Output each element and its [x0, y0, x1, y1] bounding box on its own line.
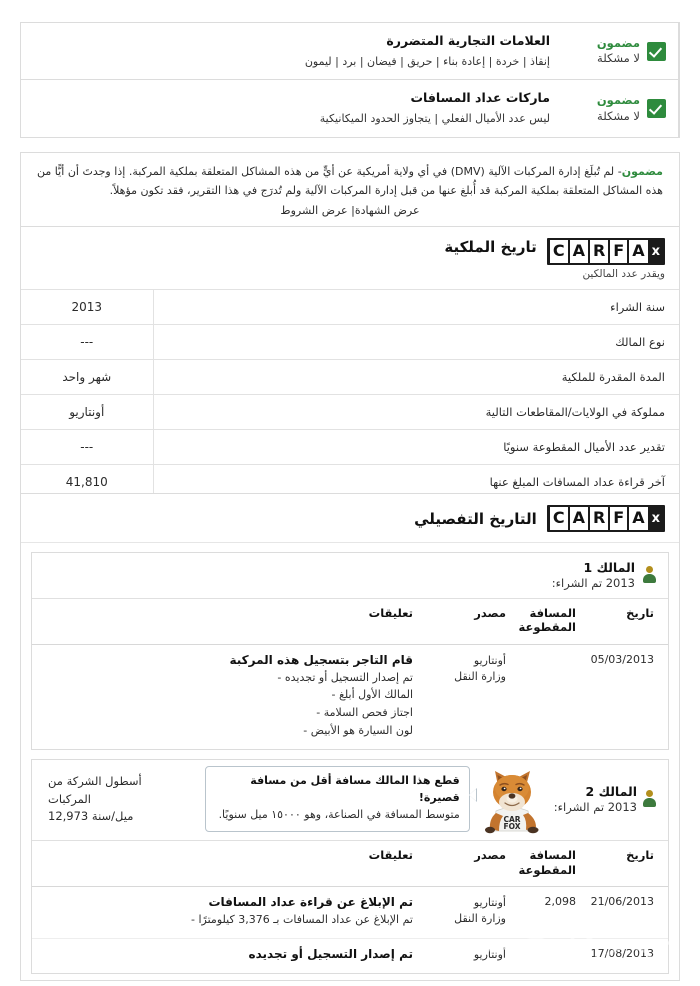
table-row — [21, 430, 679, 465]
fleet-line-1: أسطول الشركة من — [48, 774, 142, 789]
green-check-icon — [647, 99, 666, 118]
logo-letter-c: C — [550, 240, 568, 263]
column-header-comments: تعليقات — [32, 841, 413, 887]
column-header-comments: تعليقات — [32, 599, 413, 645]
row-label: المدة المقدرة للملكية — [561, 370, 665, 384]
comment-title: تم الإبلاغ عن قراءة عداد المسافات — [208, 894, 413, 909]
green-check-icon — [647, 42, 666, 61]
status-sub-label: لا مشكلة — [597, 51, 640, 66]
logo-letter-a2: A — [629, 507, 647, 530]
fox-shirt-line2: FOX — [503, 822, 521, 832]
column-header-source: مصدر — [413, 841, 518, 887]
column-header-mileage: المسافة المقطوعة — [518, 599, 576, 645]
table-header-row — [32, 599, 668, 645]
cell-mileage — [518, 939, 576, 974]
row-label: تقدير عدد الأميال المقطوعة سنويًا — [503, 440, 665, 454]
logo-letter-x: x — [650, 240, 662, 263]
bubble-body: متوسط المسافة في الصناعة، وهو ١٥٠٠٠ ميل سنويًا. — [218, 808, 460, 822]
logo-letter-f: F — [610, 507, 627, 530]
ownership-title: تاريخ الملكية — [444, 238, 537, 256]
ownership-subtitle: ويقدر عدد المالكين — [582, 268, 665, 280]
guarantee-section — [20, 22, 680, 138]
row-label: آخر قراءة عداد المسافات المبلغ عنها — [489, 475, 665, 489]
fleet-line-3: ميل/سنة 12,973 — [48, 808, 134, 823]
cell-comments — [32, 644, 413, 749]
comment-title: قام التاجر بتسجيل هذه المركبة — [229, 652, 413, 667]
row-value: شهر واحد — [21, 360, 153, 395]
guarantee-title: العلامات التجارية المتضررة — [386, 33, 550, 48]
status-main-label: مضمون — [596, 35, 640, 50]
person-icon — [643, 790, 656, 808]
history-table — [32, 840, 668, 973]
owner-label: المالك 1 — [583, 560, 635, 575]
car-fox-mascot-icon — [476, 764, 548, 834]
column-header-source: مصدر — [413, 599, 518, 645]
comment-line: تم الإبلاغ عن عداد المسافات بـ 3,376 كيلومترًا - — [191, 912, 413, 926]
cell-date: 21/06/2013 — [576, 886, 668, 939]
logo-letter-x: x — [650, 507, 662, 530]
cell-date: 17/08/2013 — [590, 947, 654, 961]
logo-letter-c: C — [550, 507, 568, 530]
owner-label: المالك 2 — [585, 784, 637, 800]
status-main-label: مضمون — [596, 93, 640, 107]
guarantee-row — [20, 22, 680, 79]
fleet-line-2: المركبات — [48, 791, 91, 806]
owner-purchase-year: 2013 تم الشراء: — [553, 800, 637, 815]
carfax-logo — [547, 238, 665, 265]
logo-letter-a1: A — [570, 507, 588, 530]
table-row — [21, 360, 679, 395]
cell-source: أونتاريو وزارة النقل — [413, 886, 518, 939]
guarantee-row — [20, 79, 680, 137]
detailed-history-title: التاريخ التفصيلي — [414, 509, 537, 528]
guarantee-subtitle: ليس عدد الأميال الفعلي | يتجاوز الحدود الميكانيكية — [319, 112, 550, 126]
row-value: أونتاريو — [21, 395, 153, 430]
owner-card-1 — [31, 552, 669, 750]
status-badge — [564, 80, 679, 136]
table-row — [21, 395, 679, 430]
detailed-history-section — [20, 493, 680, 981]
logo-letter-a1: A — [570, 240, 588, 263]
logo-letter-f: F — [610, 240, 627, 263]
column-header-date: تاريخ — [576, 599, 668, 645]
ownership-history-section — [20, 226, 680, 500]
table-row — [32, 939, 668, 974]
bubble-title: قطع هذا المالك مسافة أقل من مسافة قصيرة! — [250, 774, 460, 804]
cell-mileage: 2,098 — [518, 886, 576, 939]
table-row — [32, 886, 668, 939]
guarantee-subtitle: إنقاذ | خردة | إعادة بناء | حريق | فيضان | برد | ليمون — [304, 54, 550, 68]
column-header-mileage: المسافة المقطوعة — [518, 841, 576, 887]
table-header-row — [32, 841, 668, 887]
cell-comments — [32, 939, 413, 974]
cell-source: أونتاريو وزارة النقل — [454, 653, 506, 683]
fox-shirt-line1: CAR — [503, 815, 521, 825]
status-sub-label: لا مشكلة — [597, 108, 640, 123]
ownership-header — [21, 227, 679, 289]
history-table — [32, 598, 668, 749]
status-badge — [564, 23, 679, 79]
column-header-date: تاريخ — [576, 841, 668, 887]
table-row — [21, 325, 679, 360]
owner-header — [32, 760, 668, 840]
logo-letter-r: R — [590, 240, 608, 263]
owner-header — [32, 553, 668, 598]
row-value: 2013 — [21, 290, 153, 325]
comment-line: تم إصدار التسجيل أو تجديده - — [277, 670, 413, 684]
row-label: مملوكة في الولايات/المقاطعات التالية — [485, 405, 665, 419]
dmv-body-text: - لم تُبلَغ إدارة المركبات الآلية (DMV) في أي ولاية أمريكية عن أيٍّ من هذه المشاكل المتعلقة بملكية المركبة. إذا وجدتَ أن أيًّا من هذه المشاكل المتعلقة بملكية المركبة قد أُبلغ عنها من قبل إدارة المركبات الآلية ولم تُدرَج في هذا التقرير، فقد تكون مؤهلاً. — [37, 165, 663, 198]
row-value: --- — [21, 430, 153, 465]
guarantee-title: ماركات عداد المسافات — [410, 90, 550, 106]
fleet-info — [44, 773, 142, 825]
carfax-logo — [547, 505, 665, 532]
cell-comments — [32, 886, 413, 939]
detailed-history-header — [21, 494, 679, 543]
comment-line: لون السيارة هو الأبيض - — [303, 723, 413, 737]
person-icon — [643, 566, 656, 584]
dmv-highlight: مضمون — [621, 165, 663, 178]
row-value: --- — [21, 325, 153, 360]
cell-source: أونتاريو — [473, 948, 506, 962]
comment-line: المالك الأول أبلغ - — [331, 688, 413, 702]
table-row — [32, 644, 668, 749]
row-label: نوع المالك — [615, 335, 665, 349]
logo-letter-r: R — [590, 507, 608, 530]
dmv-notice — [20, 152, 680, 227]
comment-line: اجتاز فحص السلامة - — [316, 705, 413, 719]
dmv-paragraph — [37, 162, 663, 201]
logo-letter-a2: A — [629, 240, 647, 263]
row-label: سنة الشراء — [610, 300, 665, 314]
comment-title: تم إصدار التسجيل أو تجديده — [248, 947, 413, 962]
dmv-links[interactable]: عرض الشهادة| عرض الشروط — [280, 203, 420, 217]
table-row — [21, 290, 679, 325]
owner-purchase-year: 2013 تم الشراء: — [551, 576, 635, 590]
cell-mileage — [518, 644, 576, 749]
ownership-table — [21, 289, 679, 499]
owner-card-2 — [31, 759, 669, 974]
cell-date: 05/03/2013 — [590, 652, 654, 666]
row-value: 41,810 — [21, 465, 153, 500]
fox-speech-bubble — [205, 766, 470, 832]
